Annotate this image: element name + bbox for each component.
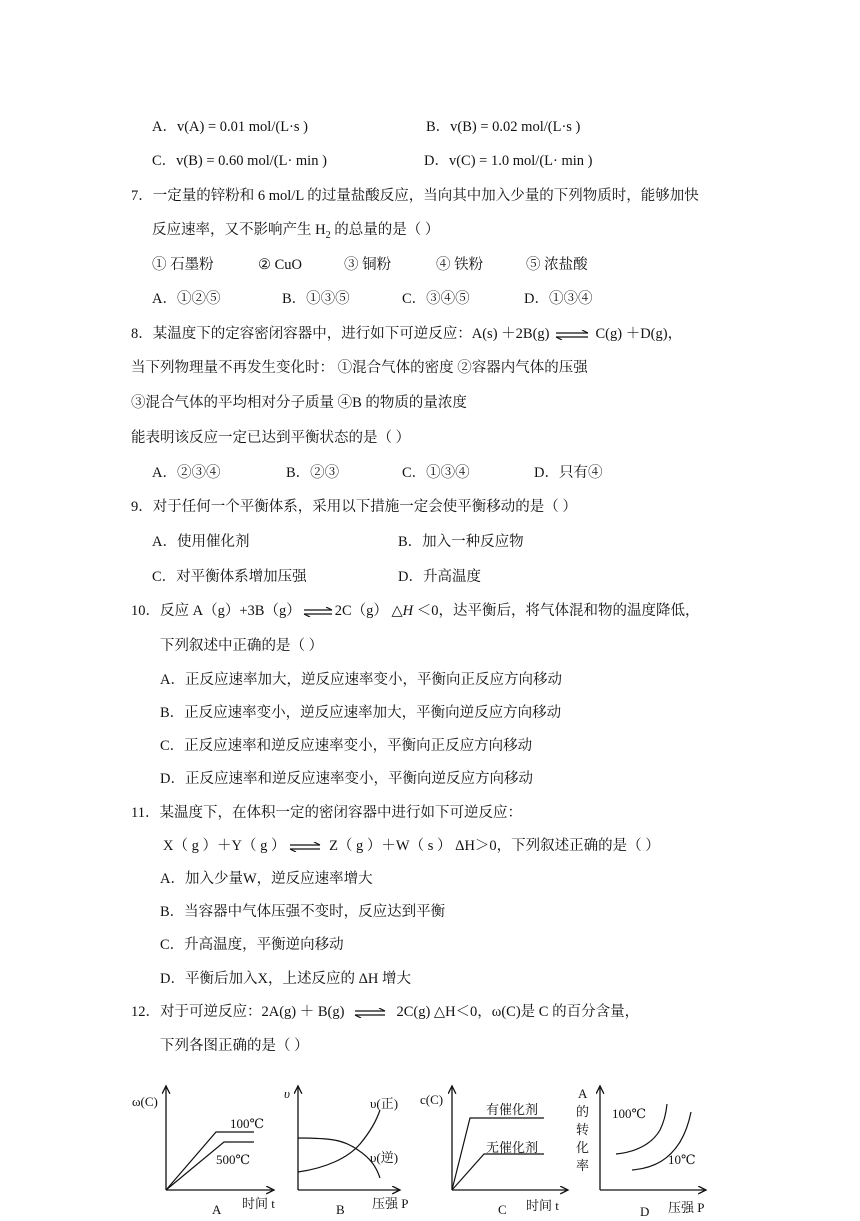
- q12-stem-line1: [131, 1002, 639, 1022]
- q9-option-c: C．对平衡体系增加压强: [152, 569, 307, 585]
- q10-option-b: B．正反应速率变小，逆反应速率加大，平衡向逆反应方向移动: [160, 705, 562, 721]
- y-axis-label-char-2: 的: [576, 1104, 590, 1119]
- y-axis-label: υ: [284, 1086, 290, 1101]
- q6-option-b: B．v(B) = 0.02 mol/(L·s ): [426, 119, 581, 135]
- q6-option-c: C．v(B) = 0.60 mol/(L· min ): [152, 153, 327, 169]
- figure-letter-b: B: [336, 1202, 345, 1217]
- y-axis-label-char-3: 转: [576, 1122, 590, 1137]
- figure-c: [420, 1082, 580, 1221]
- delta-h-symbol: H: [402, 603, 414, 619]
- q11-option-b: B．当容器中气体压强不变时，反应达到平衡: [160, 904, 446, 920]
- x-axis-label: 时间 t: [242, 1196, 275, 1211]
- q10-option-c: C．正反应速率和逆反应速率变小，平衡向正反应方向移动: [160, 738, 533, 754]
- q6-option-d: D．v(C) = 1.0 mol/(L· min ): [424, 153, 593, 169]
- q7-stem-tail: 的总量的是（ ）: [330, 222, 440, 238]
- y-axis-label-char-5: 率: [576, 1158, 590, 1173]
- y-axis-label-char-1: A: [578, 1086, 588, 1101]
- y-axis-label-char-4: 化: [576, 1140, 590, 1155]
- q8-option-c: C．①③④: [402, 465, 470, 481]
- q10-stem-text: 10．反应 A（g）+3B（g）: [131, 603, 301, 619]
- q7-option-d: D．①③④: [524, 291, 593, 307]
- q10-option-d: D．正反应速率和逆反应速率变小，平衡向逆反应方向移动: [160, 771, 533, 787]
- q8-option-a: A．②③④: [152, 465, 221, 481]
- q7-item-2: ② CuO: [258, 257, 303, 273]
- q7-item-4: ④ 铁粉: [436, 257, 484, 273]
- x-axis-label: 压强 P: [668, 1200, 705, 1215]
- q9-option-d: D．升高温度: [398, 569, 481, 585]
- q10-stem-products: 2C（g） △: [334, 603, 403, 619]
- curve-label-100c: 100℃: [612, 1106, 647, 1121]
- curve-label-with-catalyst: 有催化剂: [486, 1102, 539, 1117]
- figure-letter-c: C: [498, 1202, 507, 1217]
- q11-stem-products: Z（ g ）＋W（ s ） ΔH＞0，下列叙述正确的是（ ）: [325, 838, 660, 854]
- q10-stem-line1: [131, 601, 700, 621]
- q12-stem-text: 12．对于可逆反应：2A(g) ＋ B(g): [131, 1004, 345, 1020]
- q7-option-a: A．①②⑤: [152, 291, 221, 307]
- figure-a: [128, 1082, 278, 1221]
- h2-subscript: 2: [325, 229, 331, 241]
- q10-stem-tail: ＜0，达平衡后，将气体混和物的温度降低，: [413, 603, 700, 619]
- q12-stem-products: 2C(g) △H＜0，ω(C)是 C 的百分含量，: [396, 1004, 640, 1020]
- q11-option-c: C．升高温度，平衡逆向移动: [160, 937, 344, 953]
- q8-option-b: B．②③: [286, 465, 340, 481]
- figure-letter-a: A: [212, 1202, 222, 1217]
- curve-label-without-catalyst: 无催化剂: [486, 1140, 539, 1155]
- figure-d: [570, 1082, 720, 1221]
- q8-option-d: D．只有④: [534, 465, 603, 481]
- q8-stem-products: C(g) ＋D(g)，: [595, 326, 683, 342]
- q8-stem-line2: 当下列物理量不再发生变化时： ①混合气体的密度 ②容器内气体的压强: [131, 360, 588, 376]
- q11-stem-line2: [163, 836, 660, 856]
- q8-stem-text: 8．某温度下的定容密闭容器中，进行如下可逆反应：A(s) ＋2B(g): [131, 326, 550, 342]
- q7-item-5: ⑤ 浓盐酸: [526, 257, 588, 273]
- y-axis-label: c(C): [420, 1092, 444, 1107]
- curve-forward-rate: [298, 1138, 380, 1178]
- q9-option-a: A．使用催化剂: [152, 534, 250, 550]
- q12-stem-line2: 下列各图正确的是（ ）: [160, 1038, 309, 1054]
- q7-stem-line2: [152, 220, 439, 246]
- figure-b: [282, 1082, 432, 1221]
- q11-option-d: D．平衡后加入X，上述反应的 ΔH 增大: [160, 971, 411, 987]
- q7-item-1: ① 石墨粉: [152, 257, 214, 273]
- curve-without-catalyst: [452, 1154, 544, 1190]
- equilibrium-arrow-icon: [289, 842, 321, 852]
- q10-option-a: A．正反应速率加大，逆反应速率变小，平衡向正反应方向移动: [160, 672, 562, 688]
- q9-option-b: B．加入一种反应物: [398, 534, 524, 550]
- curve-label-500c: 500℃: [216, 1152, 251, 1167]
- y-axis-label: ω(C): [132, 1094, 158, 1109]
- q10-stem-line2: 下列叙述中正确的是（ ）: [160, 638, 324, 654]
- curve-label-forward: υ(正): [370, 1096, 399, 1111]
- q8-stem-line1: [131, 324, 682, 344]
- curve-label-reverse: υ(逆): [370, 1150, 399, 1165]
- equilibrium-arrow-icon: [303, 607, 333, 617]
- equilibrium-arrow-icon: [354, 1008, 386, 1018]
- q9-stem: 9．对于任何一个平衡体系，采用以下措施一定会使平衡移动的是（ ）: [131, 499, 577, 515]
- x-axis-label: 时间 t: [526, 1198, 559, 1213]
- q7-item-3: ③ 铜粉: [344, 257, 392, 273]
- q7-stem-line1: 7．一定量的锌粉和 6 mol/L 的过量盐酸反应，当向其中加入少量的下列物质时，能够加快: [131, 188, 699, 204]
- q11-stem-text: X（ g ）＋Y（ g ）: [163, 838, 286, 854]
- curve-label-100c: 100℃: [230, 1116, 265, 1131]
- curve-label-10c: 10℃: [668, 1152, 696, 1167]
- q11-stem-line1: 11．某温度下，在体积一定的密闭容器中进行如下可逆反应：: [131, 805, 522, 821]
- q6-option-a: A．v(A) = 0.01 mol/(L·s ): [152, 119, 308, 135]
- q7-option-c: C．③④⑤: [402, 291, 470, 307]
- q8-stem-line3: ③混合气体的平均相对分子质量 ④B 的物质的量浓度: [131, 395, 467, 411]
- q7-stem-text: 反应速率，又不影响产生 H: [152, 222, 326, 238]
- q7-option-b: B．①③⑤: [282, 291, 350, 307]
- x-axis-label: 压强 P: [372, 1196, 409, 1211]
- q11-option-a: A．加入少量W，逆反应速率增大: [160, 871, 373, 887]
- q8-stem-line4: 能表明该反应一定已达到平衡状态的是（ ）: [131, 430, 411, 446]
- equilibrium-arrow-icon: [555, 330, 589, 340]
- figure-letter-d: D: [640, 1204, 650, 1219]
